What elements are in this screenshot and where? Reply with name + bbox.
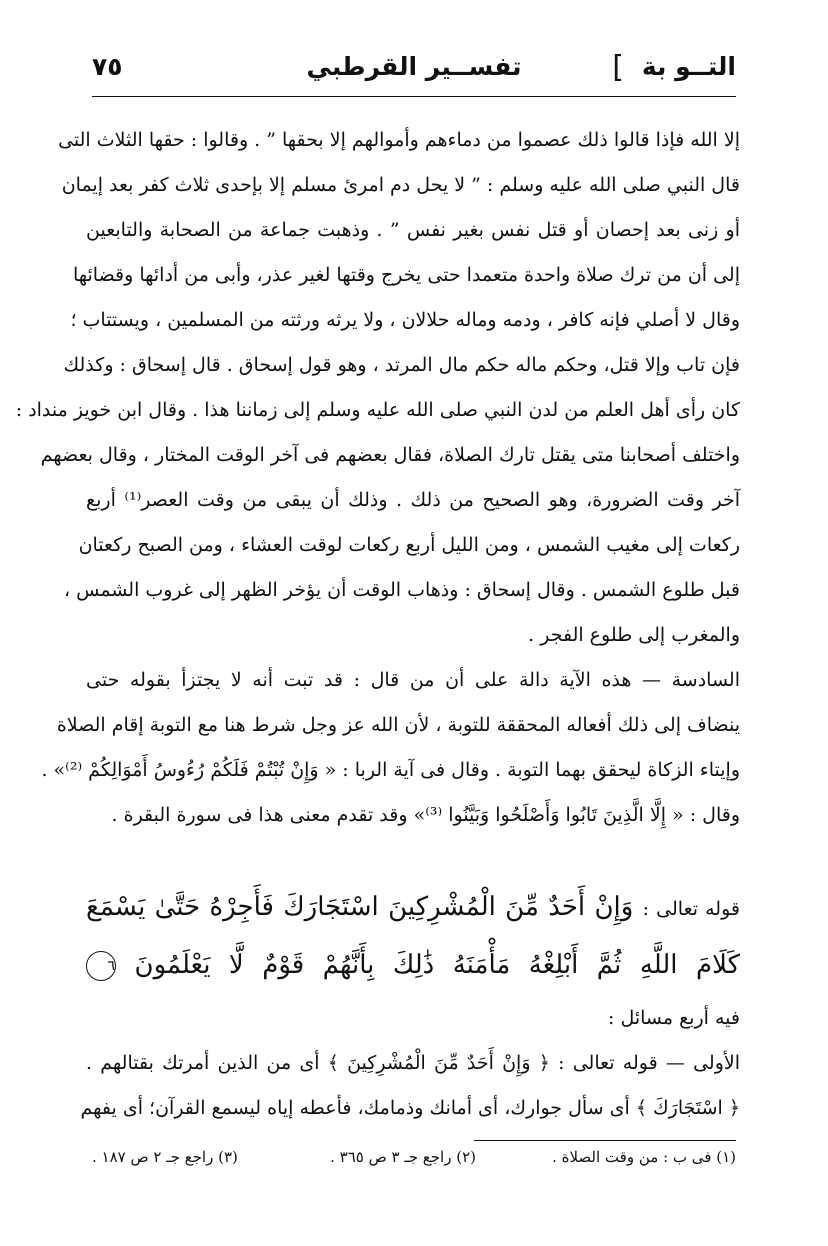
footnote-1: (١) فى ب : من وقت الصلاة . (552, 1148, 736, 1166)
text-line: فيه أربع مسائل : (608, 1007, 740, 1029)
footnote-2: (٢) راجع جـ ٣ ص ٣٦٥ . (330, 1148, 476, 1166)
quran-verse (86, 878, 740, 994)
text-line: قبل طلوع الشمس . وقال إسحاق : وذهاب الوقت أن يؤخر الظهر إلى غروب الشمس ، (63, 579, 740, 601)
verse-line-1 (86, 878, 740, 936)
text-line: أو زنى بعد إحصان أو قتل نفس بغير نفس ” . وذهبت جماعة من الصحابة والتابعين (86, 219, 740, 241)
text-line: آخر وقت الضرورة، وهو الصحيح من ذلك . وذلك أن يبقى من وقت العصر⁽¹⁾ أربع (86, 489, 740, 511)
text-line: إلى أن من ترك صلاة واحدة متعمدا حتى يخرج وقتها لغير عذر، وأبى من أدائها وقضائها (72, 264, 740, 286)
header-bracket: ] (612, 50, 624, 85)
text-line: قال النبي صلى الله عليه وسلم : ” لا يحل دم امرئ مسلم إلا بإحدى ثلاث كفر بعد إيمان (61, 174, 740, 196)
verse-text-1: وَإِنْ أَحَدٌ مِّنَ الْمُشْرِكِينَ اسْتَجَارَكَ فَأَجِرْهُ حَتَّىٰ يَسْمَعَ (86, 892, 634, 922)
text-line: واختلف أصحابنا متى يقتل تارك الصلاة، فقال بعضهم فى آخر الوقت المختار ، وقال بعضهم (40, 444, 740, 466)
page-number: ٧٥ (92, 52, 123, 81)
footnote-rule (474, 1140, 736, 1141)
page-header (92, 52, 736, 98)
verse-line-2 (86, 936, 740, 994)
text-line: ﴿ اسْتَجَارَكَ ﴾ أى سأل جوارك، أى أمانك وذمامك، فأعطه إياه ليسمع القرآن؛ أى يفهم (80, 1097, 740, 1119)
text-line: ركعات إلى مغيب الشمس ، ومن الليل أربع ركعات لوقت العشاء ، ومن الصبح ركعتان (78, 534, 740, 556)
text-line: إلا الله فإذا قالوا ذلك عصموا من دماءهم وأموالهم إلا بحقها ” . وقالوا : حقها الثلاث التى (58, 129, 740, 151)
text-line: وقال لا أصلي فإنه كافر ، ودمه وماله حلالان ، ولا يرثه ورثته من المسلمين ، ويستتاب ؛ (70, 309, 740, 331)
text-line: وقال : « إِلَّا الَّذِينَ تَابُوا وَأَصْلَحُوا وَبَيَّنُوا ⁽³⁾» وقد تقدم معنى هذا فى سورة البقرة . (111, 804, 740, 826)
text-line: السادسة — هذه الآية دالة على أن من قال : قد تبت أنه لا يجتزأ بقوله حتى (86, 669, 740, 691)
ayah-number-marker: ٦ (86, 951, 116, 981)
text-line: والمغرب إلى طلوع الفجر . (528, 624, 740, 646)
verse-text-2: كَلَامَ اللَّهِ ثُمَّ أَبْلِغْهُ مَأْمَنَهُ ذَٰلِكَ بِأَنَّهُمْ قَوْمٌ لَّا يَعْلَمُونَ (134, 950, 740, 980)
text-line: كان رأى أهل العلم من لدن النبي صلى الله عليه وسلم إلى زماننا هذا . وقال ابن خويز منداد : (15, 399, 740, 421)
verse-lead: قوله تعالى : (642, 898, 740, 920)
issues-body (80, 996, 740, 1131)
footnotes (92, 1148, 736, 1178)
footnote-3: (٣) راجع جـ ٢ ص ١٨٧ . (92, 1148, 238, 1166)
text-line: الأولى — قوله تعالى : ﴿ وَإِنْ أَحَدٌ مِّنَ الْمُشْرِكِينَ ﴾ أى من الذين أمرتك بقتالهم . (86, 1052, 740, 1074)
text-line: وإيتاء الزكاة ليحقق بهما التوبة . وقال فى آية الربا : « وَإِنْ تُبْتُمْ فَلَكُمْ رُءُوسُ أَمْوَالِكُمْ ⁽²⁾» . (41, 759, 740, 781)
book-title: تفســير القرطبي (306, 52, 522, 81)
surah-name: التــو بة (641, 52, 736, 81)
text-line: ينضاف إلى ذلك أفعاله المحققة للتوبة ، لأن الله عز وجل شرط هنا مع التوبة إقام الصلاة (56, 714, 740, 736)
commentary-body (15, 118, 740, 838)
text-line: فإن تاب وإلا قتل، وحكم ماله حكم مال المرتد ، وهو قول إسحاق . قال إسحاق : وكذلك (63, 354, 740, 376)
header-rule (92, 96, 736, 97)
